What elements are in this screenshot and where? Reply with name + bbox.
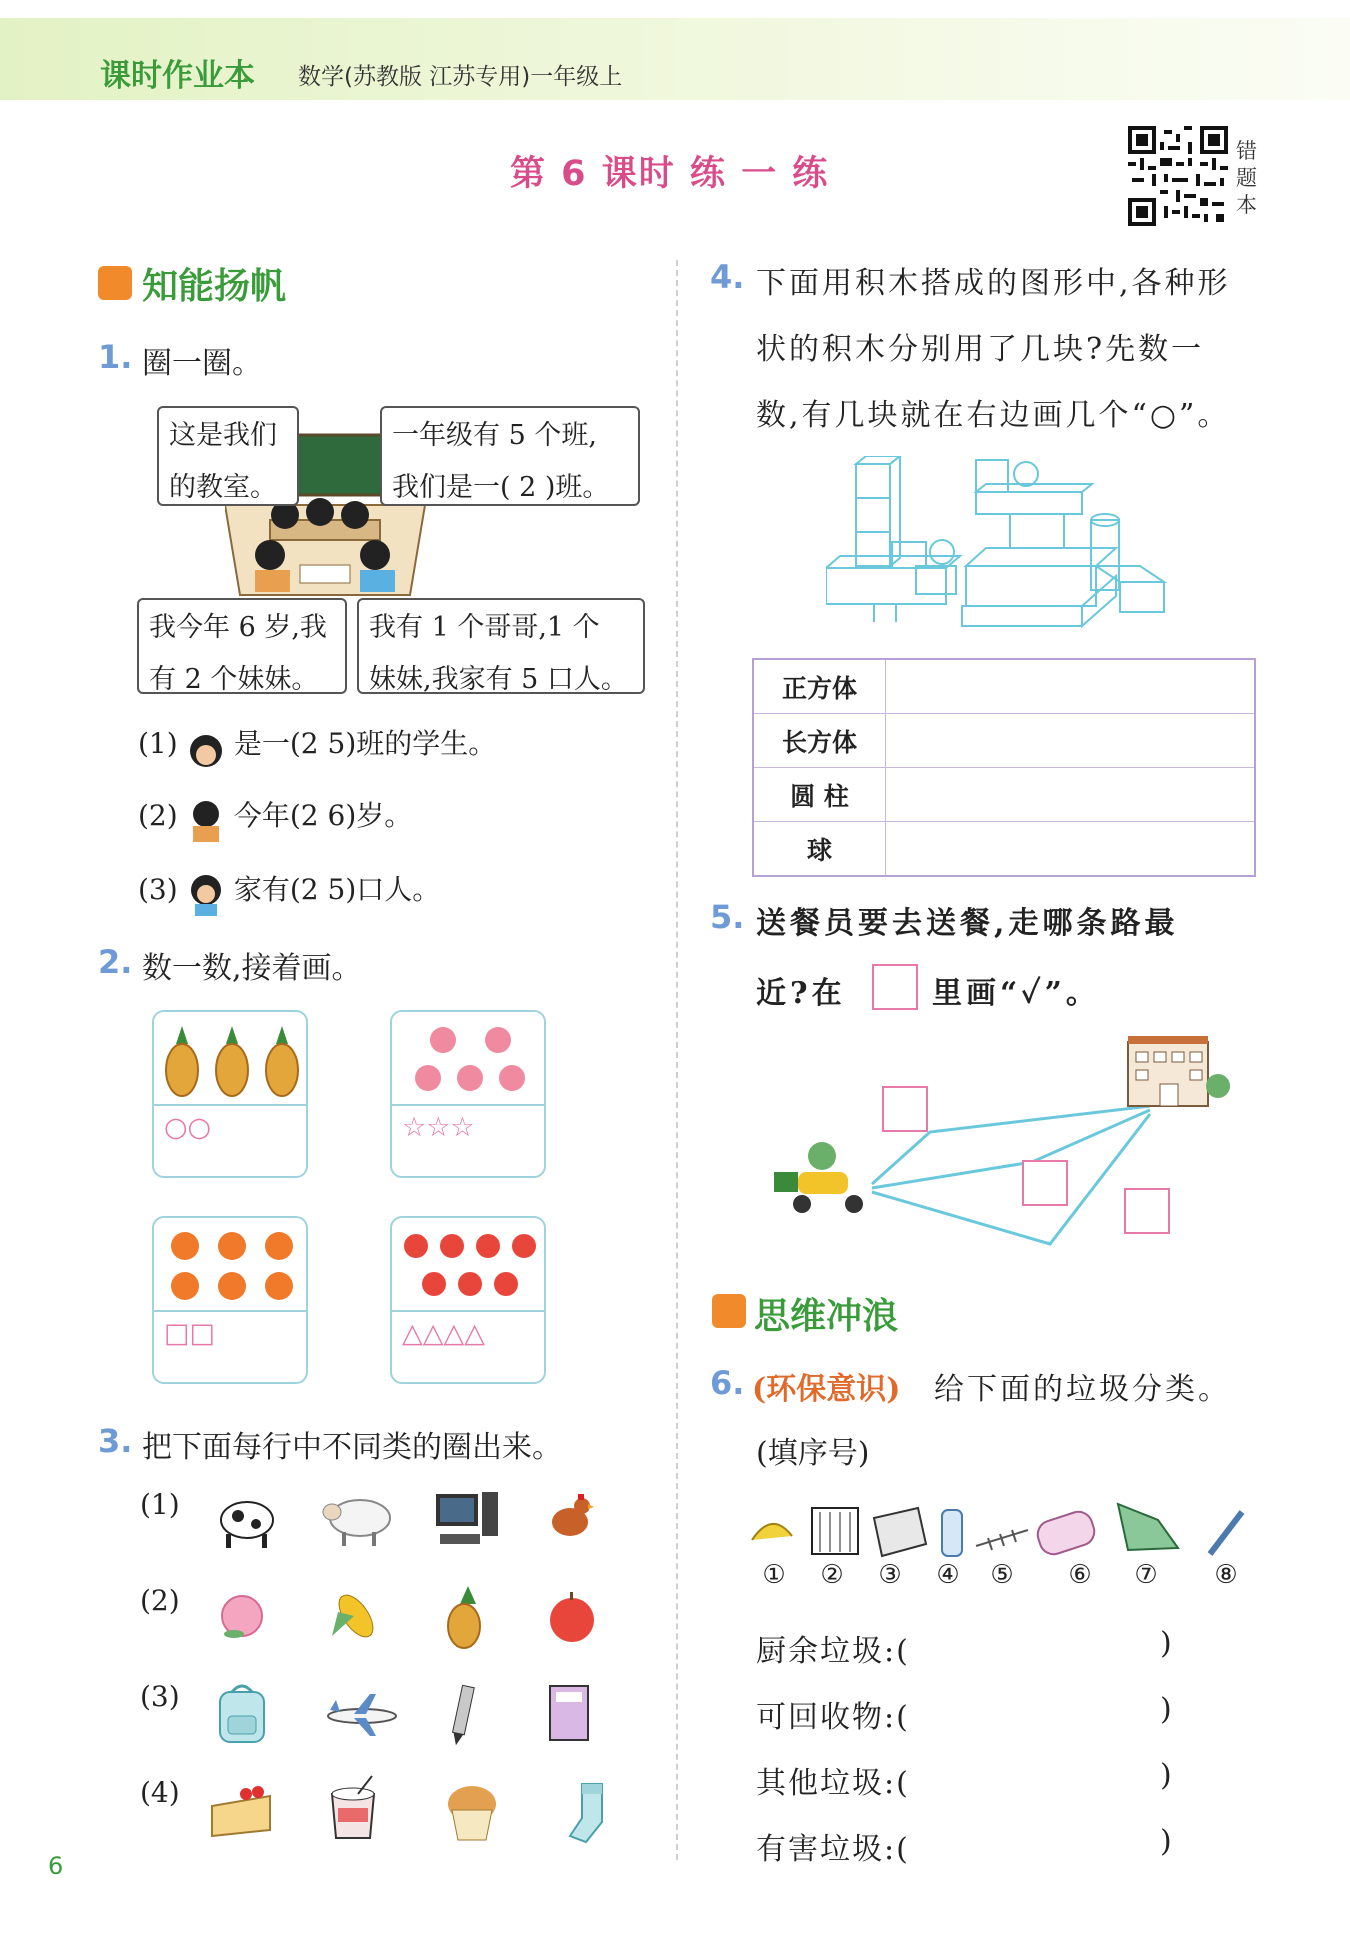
count-card-pineapple <box>152 1010 308 1178</box>
answer-cell[interactable] <box>885 768 1255 822</box>
garbage-number-row <box>754 1560 1254 1600</box>
shape-label: 长方体 <box>753 714 885 768</box>
garbage-number: ① <box>762 1560 786 1590</box>
column-divider <box>676 260 678 1860</box>
drink-cup-icon[interactable] <box>324 1774 382 1842</box>
computer-icon[interactable] <box>432 1488 502 1552</box>
category-recyclable-label: 可回收物:( <box>756 1700 910 1735</box>
table-row <box>753 659 1255 714</box>
garbage-items-illustration <box>748 1490 1252 1562</box>
persimmon-icon <box>160 1224 304 1308</box>
cake-icon[interactable] <box>206 1780 276 1842</box>
count-card-apple <box>390 1216 546 1384</box>
sock-icon[interactable] <box>566 1782 616 1846</box>
answer-cell[interactable] <box>885 659 1255 714</box>
q3-number: 3. <box>98 1422 133 1460</box>
paren-close: ) <box>1160 1824 1172 1859</box>
example-box <box>872 964 918 1010</box>
garbage-number: ④ <box>936 1560 960 1590</box>
apple-icon[interactable] <box>544 1590 600 1646</box>
lesson-title: 第 6 课时 练 一 练 <box>510 154 830 194</box>
bubble-line: 我们是一( 2 )班。 <box>392 472 610 503</box>
bubble-line: 我有 1 个哥哥,1 个 <box>369 612 600 643</box>
sail-icon <box>98 266 132 300</box>
drawn-marks: ○○ <box>164 1112 212 1143</box>
book-subtitle: 数学(苏教版 江苏专用)一年级上 <box>298 64 623 90</box>
q1-text: 圈一圈。 <box>142 346 262 381</box>
card-separator <box>154 1104 306 1106</box>
q6-text: 给下面的垃圾分类。 <box>934 1372 1231 1407</box>
chicken-icon[interactable] <box>546 1490 594 1546</box>
building-blocks-illustration <box>826 456 1186 632</box>
category-kitchen-label: 厨余垃圾:( <box>756 1634 910 1669</box>
q4-line-2: 状的积木分别用了几块?先数一 <box>756 332 1205 367</box>
cow-icon[interactable] <box>212 1488 282 1552</box>
count-card-peach <box>390 1010 546 1178</box>
paren-close: ) <box>1160 1692 1172 1727</box>
q1-item-2 <box>138 794 412 844</box>
q5-line-2b: 里画“✓”。 <box>932 976 1100 1011</box>
category-hazardous-label: 有害垃圾:( <box>756 1832 910 1867</box>
apple-icon <box>398 1224 542 1308</box>
q3-row-label: (2) <box>140 1584 180 1617</box>
item-label: (2) <box>138 799 178 832</box>
q4-line-3: 数,有几块就在右边画几个“○”。 <box>756 398 1231 433</box>
boy-head-icon <box>183 729 229 769</box>
pencil-icon[interactable] <box>448 1682 478 1748</box>
category-other-label: 其他垃圾:( <box>756 1766 910 1801</box>
category-kitchen-answer[interactable] <box>938 1624 1158 1664</box>
bubble-line: 我今年 6 岁,我 <box>149 612 327 643</box>
surf-icon <box>712 1294 746 1328</box>
garbage-number: ⑤ <box>990 1560 1014 1590</box>
q4-line-1: 下面用积木搭成的图形中,各种形 <box>756 266 1231 301</box>
speech-bubble-family <box>357 598 645 694</box>
backpack-icon[interactable] <box>212 1680 272 1746</box>
peach-icon[interactable] <box>214 1586 270 1642</box>
q1-number: 1. <box>98 338 133 376</box>
sheep-icon[interactable] <box>320 1490 396 1550</box>
speech-bubble-classroom <box>157 406 299 506</box>
card-separator <box>392 1104 544 1106</box>
answer-cell[interactable] <box>885 822 1255 877</box>
q6-sub: (填序号) <box>756 1436 870 1471</box>
garbage-number: ⑥ <box>1068 1560 1092 1590</box>
route-checkbox-bottom[interactable] <box>1124 1188 1170 1234</box>
category-recyclable-answer[interactable] <box>938 1690 1158 1730</box>
boy-icon <box>183 798 229 844</box>
bubble-line: 妹妹,我家有 5 口人。 <box>369 664 628 695</box>
shape-label: 球 <box>753 822 885 877</box>
notebook-icon[interactable] <box>544 1682 594 1744</box>
q5-number: 5. <box>710 898 745 936</box>
card-separator <box>392 1310 544 1312</box>
mistake-book-label: 错题本 <box>1236 139 1257 217</box>
paren-close: ) <box>1160 1626 1172 1661</box>
q3-text: 把下面每行中不同类的圈出来。 <box>142 1430 562 1465</box>
q2-number: 2. <box>98 943 133 981</box>
bubble-line: 有 2 个妹妹。 <box>149 664 319 695</box>
item-text: 是一(2 5)班的学生。 <box>233 727 497 760</box>
q1-item-1 <box>138 722 496 769</box>
bubble-line: 一年级有 5 个班, <box>392 420 597 451</box>
section-thinking: 思维冲浪 <box>754 1296 899 1337</box>
item-label: (3) <box>138 873 178 906</box>
q5-line-1: 送餐员要去送餐,走哪条路最 <box>756 906 1179 941</box>
pineapple-icon <box>160 1022 304 1102</box>
qr-code-icon[interactable] <box>1128 126 1228 226</box>
section-knowledge: 知能扬帆 <box>142 266 287 307</box>
item-text: 今年(2 6)岁。 <box>233 799 413 832</box>
delivery-route-map <box>772 1036 1242 1256</box>
garbage-number: ③ <box>878 1560 902 1590</box>
card-separator <box>154 1310 306 1312</box>
q3-row-label: (1) <box>140 1488 180 1521</box>
airplane-icon[interactable] <box>324 1690 400 1740</box>
q3-row-label: (4) <box>140 1776 180 1809</box>
route-checkbox-top[interactable] <box>882 1086 928 1132</box>
table-row <box>753 822 1255 877</box>
q5-line-2a: 近?在 <box>756 976 846 1011</box>
book-brand: 课时作业本 <box>100 58 255 94</box>
drawn-marks: △△△△ <box>402 1318 486 1349</box>
category-hazardous-answer[interactable] <box>938 1822 1158 1862</box>
speech-bubble-age <box>137 598 347 694</box>
item-label: (1) <box>138 727 178 760</box>
count-card-persimmon <box>152 1216 308 1384</box>
shape-label: 正方体 <box>753 659 885 714</box>
speech-bubble-class-number <box>380 406 640 506</box>
peach-icon <box>398 1018 542 1102</box>
muffin-icon[interactable] <box>444 1782 500 1842</box>
paren-close: ) <box>1160 1758 1172 1793</box>
answer-cell[interactable] <box>885 714 1255 768</box>
q4-number: 4. <box>710 258 745 296</box>
table-row <box>753 714 1255 768</box>
page-number: 6 <box>48 1852 64 1880</box>
bubble-line: 的教室。 <box>169 472 277 503</box>
item-text: 家有(2 5)口人。 <box>233 873 441 906</box>
drawn-marks: □□ <box>164 1318 216 1349</box>
q6-number: 6. <box>710 1364 745 1402</box>
girl-icon <box>183 872 229 918</box>
garbage-number: ⑧ <box>1214 1560 1238 1590</box>
q3-row-label: (3) <box>140 1680 180 1713</box>
drawn-marks: ☆☆☆ <box>402 1112 475 1143</box>
route-checkbox-middle[interactable] <box>1022 1160 1068 1206</box>
garbage-number: ② <box>820 1560 844 1590</box>
shape-count-table <box>752 658 1256 877</box>
table-row <box>753 768 1255 822</box>
q1-item-3 <box>138 868 440 918</box>
category-other-answer[interactable] <box>938 1756 1158 1796</box>
pineapple-icon[interactable] <box>438 1584 490 1650</box>
shape-label: 圆 柱 <box>753 768 885 822</box>
bubble-line: 这是我们 <box>169 420 277 451</box>
q2-text: 数一数,接着画。 <box>142 951 362 986</box>
garbage-number: ⑦ <box>1134 1560 1158 1590</box>
q6-tag: (环保意识) <box>752 1372 901 1407</box>
corn-icon[interactable] <box>324 1586 386 1646</box>
